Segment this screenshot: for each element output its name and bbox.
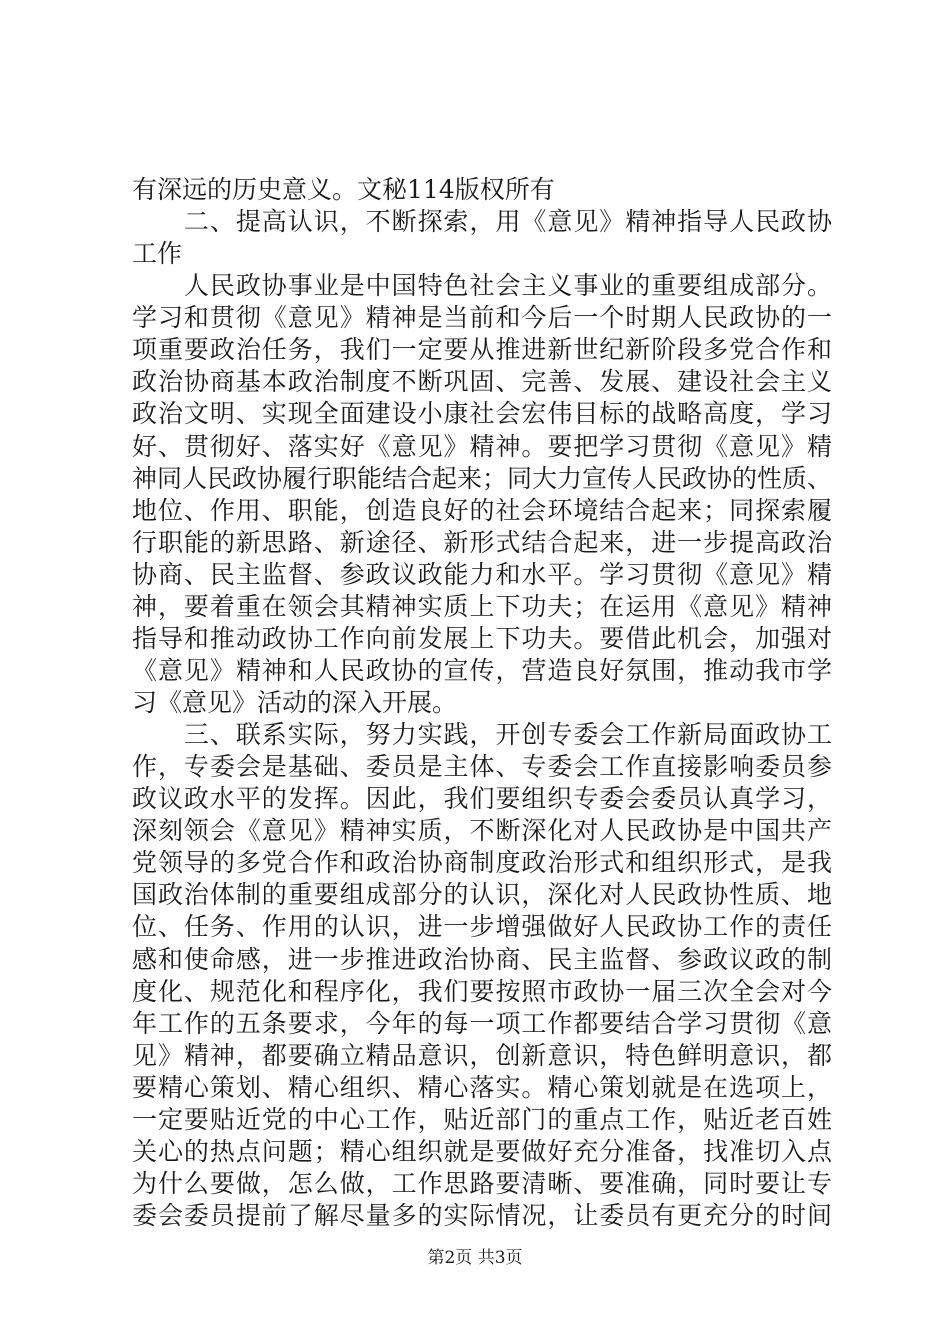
text-line: 政治文明、实现全面建设小康社会宏伟目标的战略高度，学习: [132, 399, 832, 429]
text-line: 国政治体制的重要组成部分的认识，深化对人民政协性质、地: [132, 880, 832, 910]
text-line: 《意见》精神和人民政协的宣传，营造良好氛围，推动我市学: [132, 655, 832, 685]
text-line: 习《意见》活动的深入开展。: [132, 688, 458, 717]
text-line: 委会委员提前了解尽量多的实际情况，让委员有更充分的时间: [132, 1201, 832, 1230]
text-line: 政治协商基本政治制度不断巩固、完善、发展、建设社会主义: [132, 367, 832, 397]
text-line: 度化、规范化和程序化，我们要按照市政协一届三次全会对今: [132, 976, 832, 1006]
text-line: 为什么要做，怎么做，工作思路要清晰、要准确，同时要让专: [132, 1168, 832, 1198]
text-line: 神同人民政协履行职能结合起来；同大力宣传人民政协的性质、: [132, 463, 832, 493]
section-heading-line: 三、联系实际，努力实践，开创专委会工作新局面政协工: [132, 720, 832, 750]
text-line: 年工作的五条要求，今年的每一项工作都要结合学习贯彻《意: [132, 1008, 832, 1038]
text-line: 关心的热点问题；精心组织就是要做好充分准备，找准切入点: [132, 1136, 832, 1166]
section-heading-line: 二、提高认识，不断探索，用《意见》精神指导人民政协: [132, 207, 832, 237]
page-number-footer: 第2页 共3页: [427, 1248, 523, 1268]
text-line: 项重要政治任务，我们一定要从推进新世纪新阶段多党合作和: [132, 335, 832, 365]
text-line: 协商、民主监督、参政议政能力和水平。学习贯彻《意见》精: [132, 559, 832, 589]
text-line: 位、任务、作用的认识，进一步增强做好人民政协工作的责任: [132, 912, 832, 942]
text-line: 深刻领会《意见》精神实质，不断深化对人民政协是中国共产: [132, 816, 832, 846]
text-line: 行职能的新思路、新途径、新形式结合起来，进一步提高政治: [132, 527, 832, 557]
text-line: 政议政水平的发挥。因此，我们要组织专委会委员认真学习，: [132, 784, 832, 814]
text-line: 党领导的多党合作和政治协商制度政治形式和组织形式，是我: [132, 848, 832, 878]
text-line: 人民政协事业是中国特色社会主义事业的重要组成部分。: [132, 271, 832, 301]
text-line: 见》精神，都要确立精品意识，创新意识，特色鲜明意识，都: [132, 1040, 832, 1070]
text-line: 一定要贴近党的中心工作，贴近部门的重点工作，贴近老百姓: [132, 1104, 832, 1134]
text-line: 学习和贯彻《意见》精神是当前和今后一个时期人民政协的一: [132, 303, 832, 333]
text-line: 指导和推动政协工作向前发展上下功夫。要借此机会，加强对: [132, 623, 832, 653]
text-line: 地位、作用、职能，创造良好的社会环境结合起来；同探索履: [132, 495, 832, 525]
text-line: 作，专委会是基础、委员是主体、专委会工作直接影响委员参: [132, 752, 832, 782]
text-line: 感和使命感，进一步推进政治协商、民主监督、参政议政的制: [132, 944, 832, 974]
text-line: 有深远的历史意义。文秘114版权所有: [132, 175, 555, 204]
text-line: 好、贯彻好、落实好《意见》精神。要把学习贯彻《意见》精: [132, 431, 832, 461]
text-line: 要精心策划、精心组织、精心落实。精心策划就是在选项上，: [132, 1072, 832, 1102]
text-line: 神，要着重在领会其精神实质上下功夫；在运用《意见》精神: [132, 591, 832, 621]
section-heading-line: 工作: [132, 239, 183, 269]
